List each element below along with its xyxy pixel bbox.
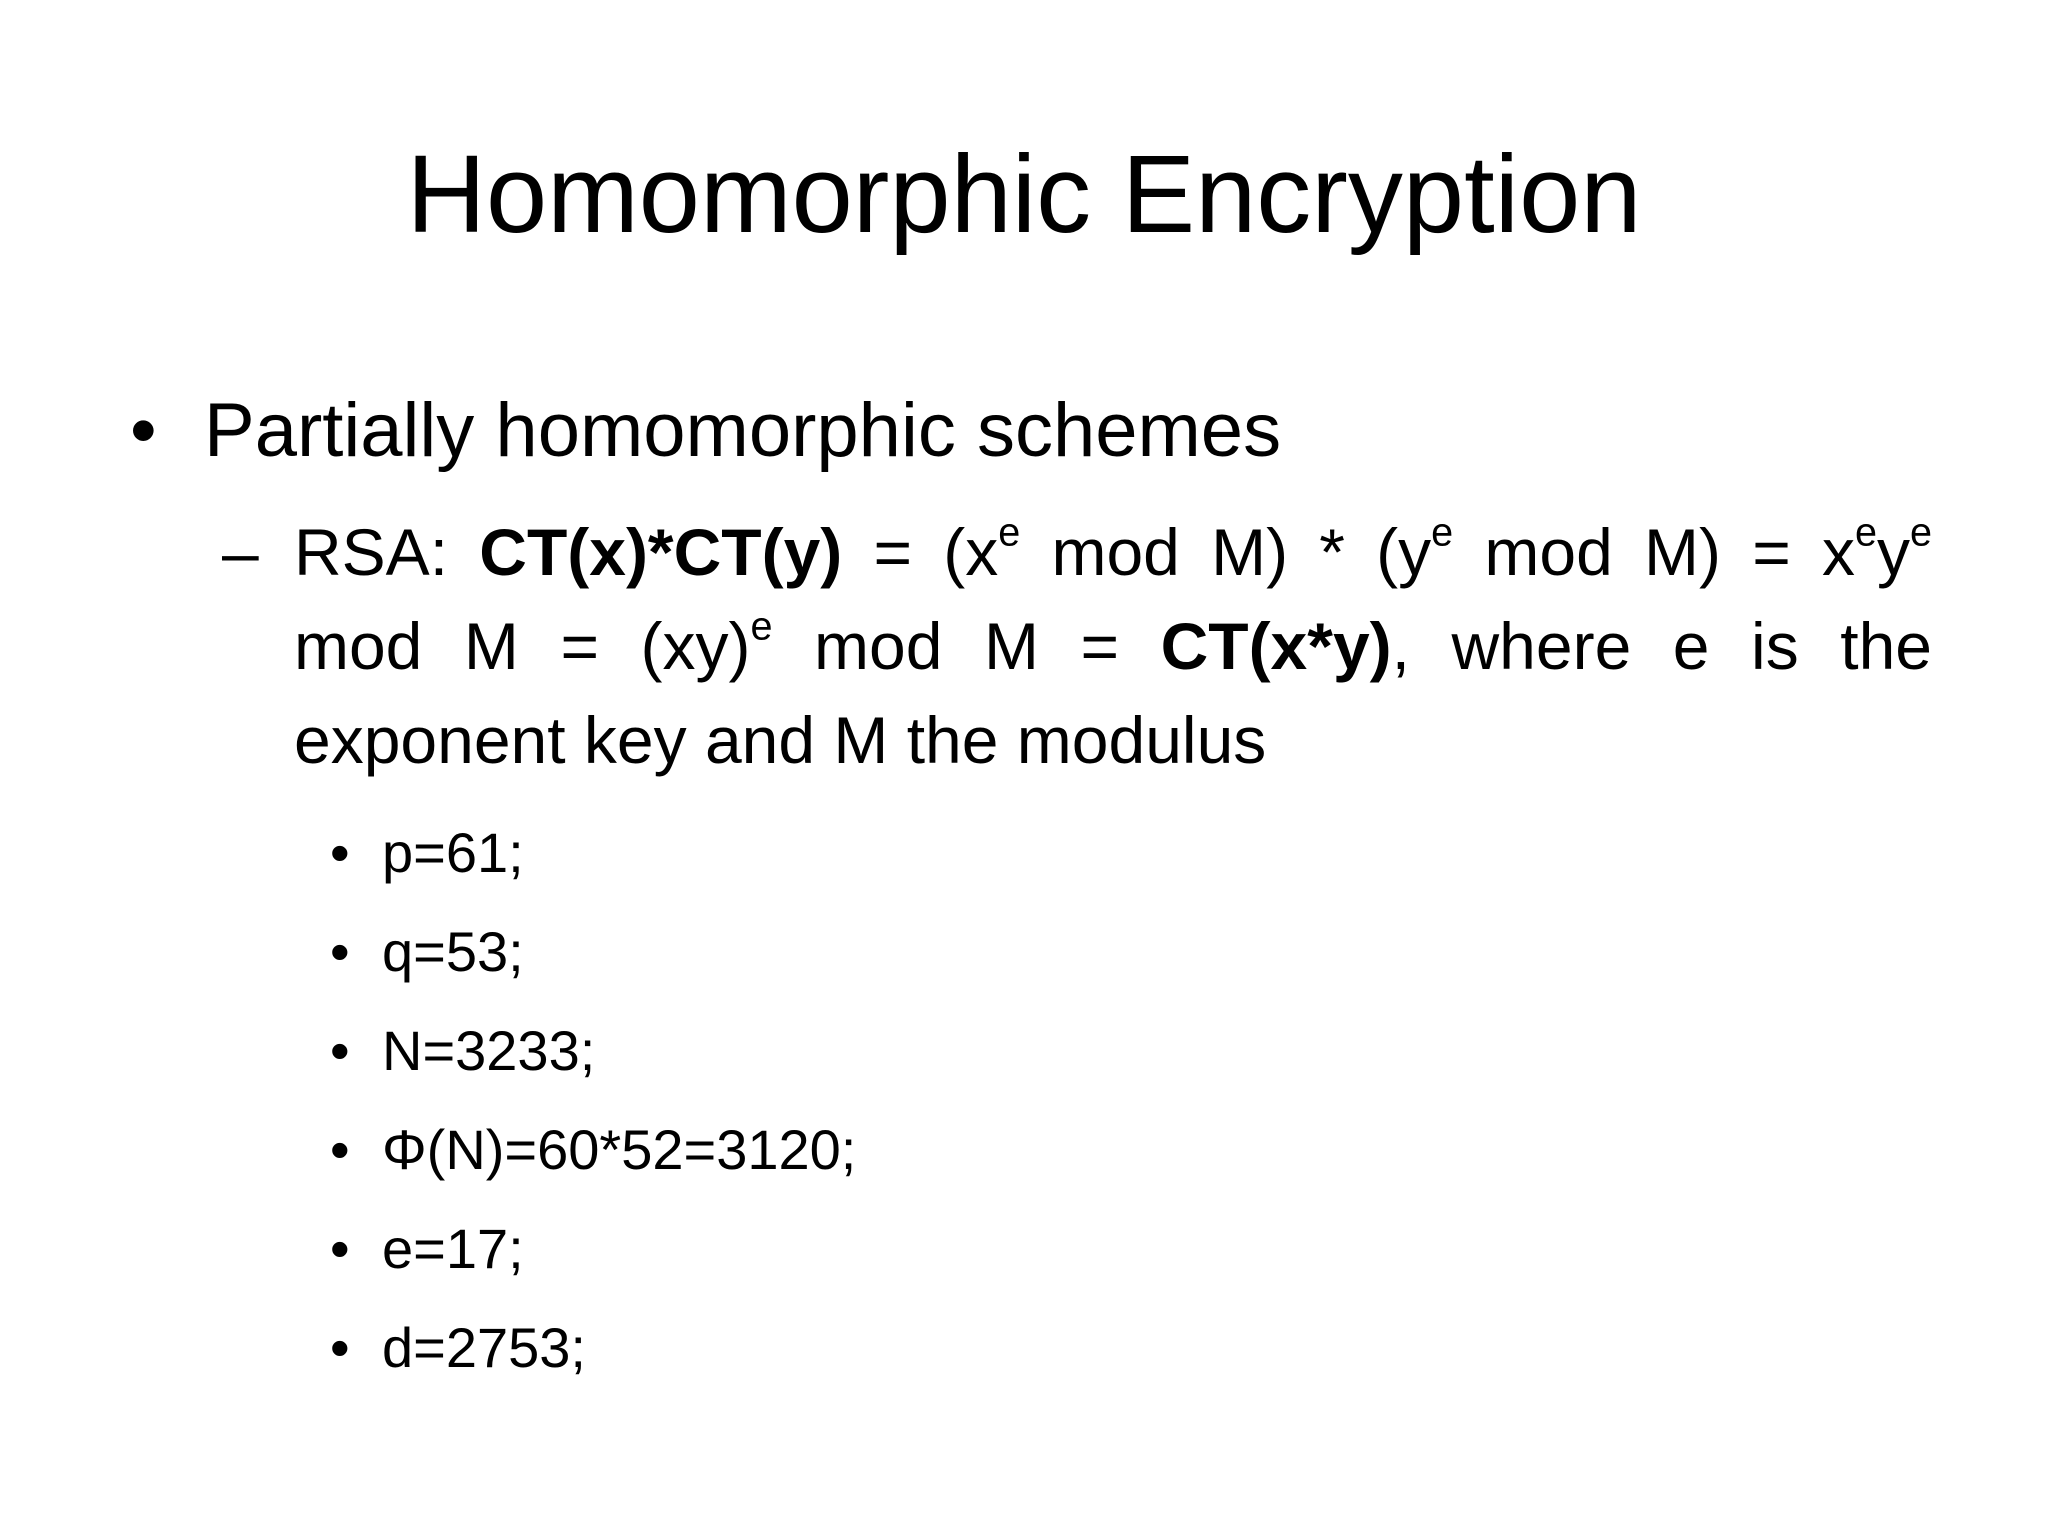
sub-bullet-rsa	[222, 505, 1932, 787]
bullet-dot-icon: •	[330, 920, 350, 983]
slide-title: Homomorphic Encryption	[406, 133, 1642, 256]
rsa-part3: mod M) = x	[1484, 515, 1855, 589]
bullet-dot-icon: •	[330, 821, 350, 884]
rsa-parameters-list	[330, 820, 1730, 1414]
rsa-part4: y	[1877, 515, 1910, 589]
bullet-partially-homomorphic	[130, 385, 1930, 477]
bullet-dot-icon: •	[330, 1316, 350, 1379]
list-item	[330, 1216, 1730, 1315]
rsa-paragraph	[294, 505, 1932, 787]
param-e: e=17;	[382, 1217, 524, 1280]
rsa-tail: , where e is the exponent key and M the modulus	[294, 609, 1933, 777]
rsa-part2: mod M) * (y	[1051, 515, 1432, 589]
exponent-e-2: e	[1431, 510, 1454, 555]
bullet-dot-icon: •	[330, 1217, 350, 1280]
rsa-label: RSA:	[294, 515, 449, 589]
rsa-part5: mod M = (xy)	[294, 609, 751, 683]
exponent-e-5: e	[750, 604, 773, 649]
param-d: d=2753;	[382, 1316, 586, 1379]
param-q: q=53;	[382, 920, 524, 983]
param-n: N=3233;	[382, 1019, 596, 1082]
list-item	[330, 919, 1730, 1018]
ct-x-times-ct-y: CT(x)*CT(y)	[479, 515, 843, 589]
rsa-eq1: = (x	[873, 515, 999, 589]
rsa-part6: mod M =	[814, 609, 1120, 683]
list-item	[330, 820, 1730, 919]
bullet-dot-icon: •	[330, 1118, 350, 1181]
ct-x-times-y: CT(x*y)	[1160, 609, 1392, 683]
dash-icon: –	[222, 515, 259, 589]
exponent-e-4: e	[1910, 510, 1933, 555]
param-p: p=61;	[382, 821, 524, 884]
list-item	[330, 1018, 1730, 1117]
list-item	[330, 1117, 1730, 1216]
exponent-e-3: e	[1854, 510, 1877, 555]
exponent-e-1: e	[998, 510, 1021, 555]
param-phi-n: Φ(N)=60*52=3120;	[382, 1118, 857, 1181]
bullet-text: Partially homomorphic schemes	[204, 388, 1282, 473]
bullet-dot-icon: •	[130, 388, 157, 473]
bullet-dot-icon: •	[330, 1019, 350, 1082]
list-item	[330, 1315, 1730, 1414]
